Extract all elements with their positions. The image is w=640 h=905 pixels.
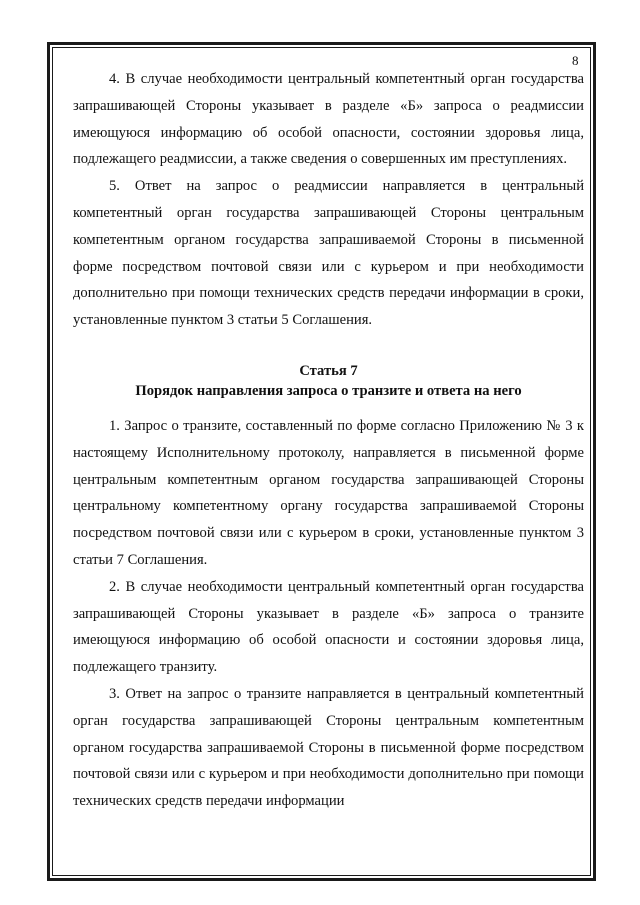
article-title: Порядок направления запроса о транзите и ответа на него	[135, 382, 522, 399]
document-body	[73, 66, 584, 815]
paragraph: 4. В случае необходимости центральный компетентный орган государства запрашивающей Стороны указывает в разделе «Б» запроса о реадмиссии имеющуюся информацию об особой опасности, состоянии здоровья лица, подлежащего реадмиссии, а также сведения о совершенных им преступлениях.	[73, 71, 584, 168]
page-number: 8	[572, 53, 579, 68]
paragraph: 2. В случае необходимости центральный компетентный орган государства запрашивающей Стороны указывает в разделе «Б» запроса о транзите имеющуюся информацию об особой опасности и состоянии здоровья лица, подлежащего транзиту.	[73, 578, 584, 676]
paragraph: 1. Запрос о транзите, составленный по форме согласно Приложению № 3 к настоящему Исполнительному протоколу, направляется в письменной форме центральным компетентным органом государства запрашивающей Стороны центральному компетентному органу государства запрашиваемой Стороны посредством почтовой связи или с курьером в сроки, установленные пунктом 3 статьи 7 Соглашения.	[73, 417, 584, 568]
paragraph: 3. Ответ на запрос о транзите направляется в центральный компетентный орган государства запрашивающей Стороны центральным компетентным органом государства запрашиваемой Стороны в письменной форме посредством почтовой связи или с курьером и при необходимости дополнительно при помощи технических средств передачи информации	[73, 685, 584, 810]
paragraph: 5. Ответ на запрос о реадмиссии направляется в центральный компетентный орган государства запрашивающей Стороны центральным компетентным органом государства запрашиваемой Стороны в письменной форме посредством почтовой связи или с курьером и при необходимости дополнительно при помощи технических средств передачи информации в сроки, установленные пунктом 3 статьи 5 Соглашения.	[73, 178, 584, 329]
article-number: Статья 7	[299, 362, 358, 379]
